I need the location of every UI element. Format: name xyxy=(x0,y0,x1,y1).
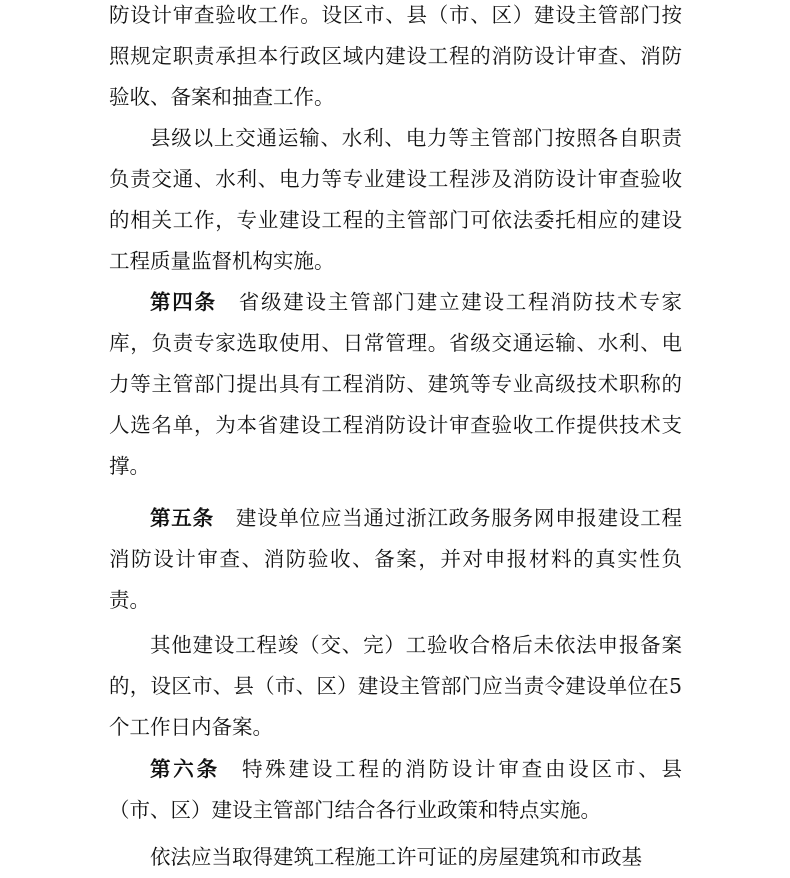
paragraph-text: 依法应当取得建筑工程施工许可证的房屋建筑和市政基 xyxy=(150,845,642,869)
paragraph-text: 省级建设主管部门建立建设工程消防技术专家库，负责专家选取使用、日常管理。省级交通运输、水利、电力等主管部门提出具有工程消防、建筑等专业高级技术职称的人选名单，为本省建设工程消防设计审查验收工作提供技术支撑。 xyxy=(109,290,682,478)
paragraph-text: 防设计审查验收工作。设区市、县（市、区）建设主管部门按照规定职责承担本行政区域内建设工程的消防设计审查、消防验收、备案和抽查工作。 xyxy=(109,3,682,109)
article-5 xyxy=(109,498,682,621)
paragraph-text: 建设单位应当通过浙江政务服务网申报建设工程消防设计审查、消防验收、备案，并对申报材料的真实性负责。 xyxy=(109,506,683,612)
paragraph-text: 县级以上交通运输、水利、电力等主管部门按照各自职责负责交通、水利、电力等专业建设工程涉及消防设计审查验收的相关工作，专业建设工程的主管部门可依法委托相应的建设工程质量监督机构实施。 xyxy=(109,126,682,273)
paragraph-transport-water-power xyxy=(109,118,682,282)
paragraph-cutoff xyxy=(109,837,682,878)
article-label: 第四条 xyxy=(150,290,217,314)
article-6 xyxy=(109,749,682,831)
article-label: 第五条 xyxy=(150,506,214,530)
paragraph-other-projects xyxy=(109,625,682,748)
article-4 xyxy=(109,282,682,487)
paragraph-text: 其他建设工程竣（交、完）工验收合格后未依法申报备案的，设区市、县（市、区）建设主管部门应当责令建设单位在5个工作日内备案。 xyxy=(109,633,682,739)
paragraph-continuation xyxy=(109,0,682,118)
article-label: 第六条 xyxy=(150,757,220,781)
paragraph-text: 特殊建设工程的消防设计审查由设区市、县（市、区）建设主管部门结合各行业政策和特点实施。 xyxy=(109,757,683,822)
